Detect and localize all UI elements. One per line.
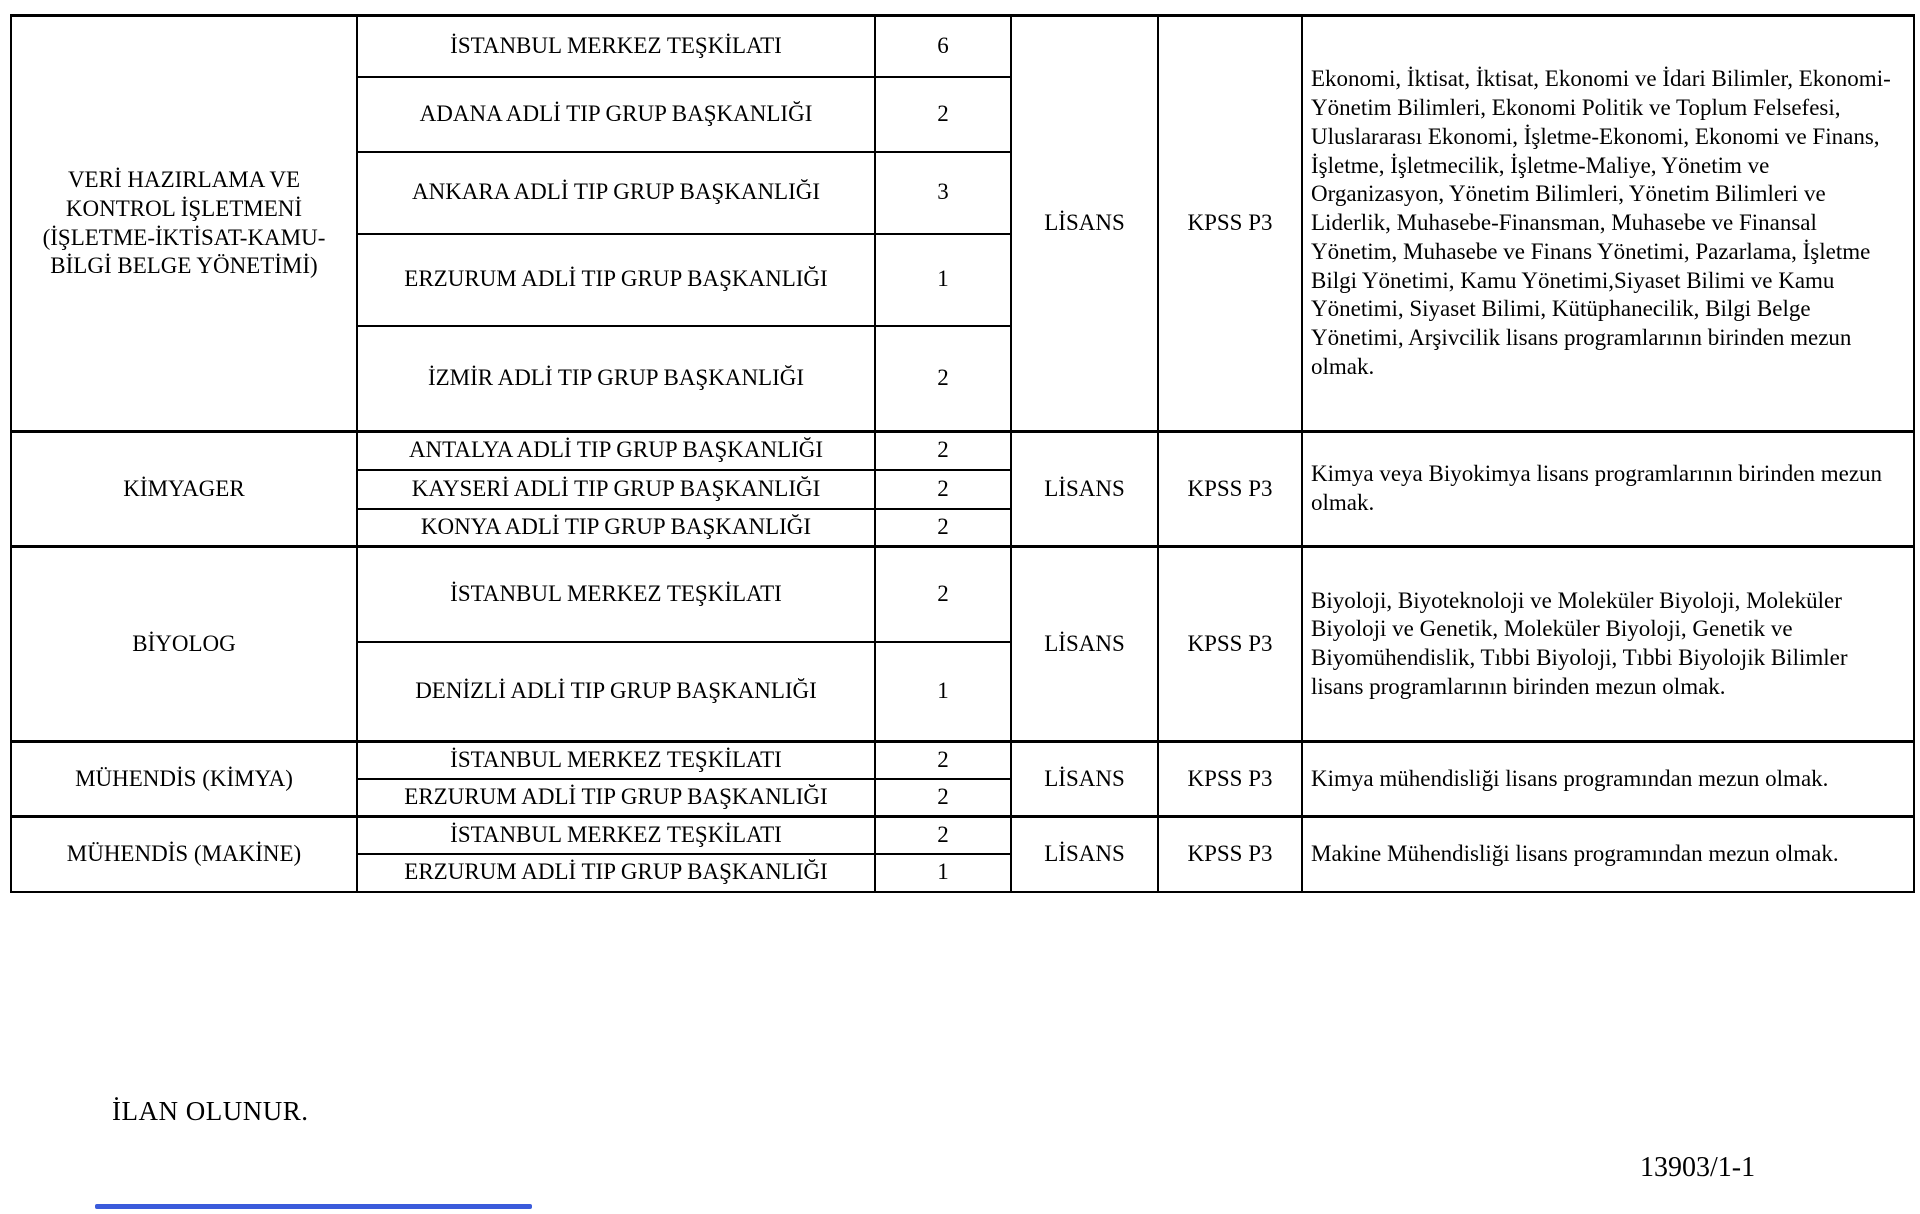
count-cell: 1 [875,854,1011,892]
education-cell: LİSANS [1011,16,1158,432]
count-cell: 2 [875,77,1011,152]
location-cell: İZMİR ADLİ TIP GRUP BAŞKANLIĞI [357,326,875,432]
requirement-cell: Kimya veya Biyokimya lisans programlarının birinden mezun olmak. [1302,432,1914,547]
location-cell: KAYSERİ ADLİ TIP GRUP BAŞKANLIĞI [357,470,875,509]
location-cell: ERZURUM ADLİ TIP GRUP BAŞKANLIĞI [357,234,875,326]
count-cell: 2 [875,509,1011,547]
exam-cell: KPSS P3 [1158,742,1302,817]
education-cell: LİSANS [1011,817,1158,892]
education-cell: LİSANS [1011,742,1158,817]
education-cell: LİSANS [1011,547,1158,742]
count-cell: 6 [875,16,1011,77]
count-cell: 2 [875,779,1011,817]
location-cell: ANTALYA ADLİ TIP GRUP BAŞKANLIĞI [357,432,875,470]
requirement-cell: Kimya mühendisliği lisans programından mezun olmak. [1302,742,1914,817]
location-cell: ANKARA ADLİ TIP GRUP BAŞKANLIĞI [357,152,875,234]
count-cell: 2 [875,470,1011,509]
location-cell: İSTANBUL MERKEZ TEŞKİLATI [357,817,875,854]
count-cell: 2 [875,432,1011,470]
requirement-cell: Ekonomi, İktisat, İktisat, Ekonomi ve İdari Bilimler, Ekonomi-Yönetim Bilimleri, Ekonomi Politik ve Toplum Felsefesi, Uluslararası Ekonomi, İşletme-Ekonomi, Ekonomi ve Finans, İşletme, İşletmecilik, İşletme-Maliye, Yönetim ve Organizasyon, Yönetim Bilimleri, Yönetim Bilimleri ve Liderlik, Muhasebe-Finansman, Muhasebe ve Finansal Yönetim, Muhasebe ve Finans Yönetimi, Pazarlama, İşletme Bilgi Yönetimi, Kamu Yönetimi,Siyaset Bilimi ve Kamu Yönetimi, Siyaset Bilimi, Kütüphanecilik, Bilgi Belge Yönetimi, Arşivcilik lisans programlarının birinden mezun olmak. [1302,16,1914,432]
count-cell: 2 [875,817,1011,854]
count-cell: 1 [875,642,1011,742]
position-cell: MÜHENDİS (KİMYA) [11,742,357,817]
count-cell: 2 [875,547,1011,642]
exam-cell: KPSS P3 [1158,16,1302,432]
position-cell: BİYOLOG [11,547,357,742]
location-cell: İSTANBUL MERKEZ TEŞKİLATI [357,547,875,642]
reference-number: 13903/1-1 [1640,1152,1756,1183]
job-announcement-table [10,14,1915,893]
announcement-table-body [11,16,1914,892]
table-row [11,817,1914,854]
location-cell: ERZURUM ADLİ TIP GRUP BAŞKANLIĞI [357,854,875,892]
table-row [11,16,1914,77]
location-cell: İSTANBUL MERKEZ TEŞKİLATI [357,16,875,77]
footer-note: İLAN OLUNUR. [112,1096,309,1126]
exam-cell: KPSS P3 [1158,547,1302,742]
count-cell: 2 [875,326,1011,432]
position-cell: VERİ HAZIRLAMA VE KONTROL İŞLETMENİ (İŞLETME-İKTİSAT-KAMU-BİLGİ BELGE YÖNETİMİ) [11,16,357,432]
exam-cell: KPSS P3 [1158,432,1302,547]
count-cell: 1 [875,234,1011,326]
count-cell: 2 [875,742,1011,779]
location-cell: DENİZLİ ADLİ TIP GRUP BAŞKANLIĞI [357,642,875,742]
location-cell: ADANA ADLİ TIP GRUP BAŞKANLIĞI [357,77,875,152]
location-cell: İSTANBUL MERKEZ TEŞKİLATI [357,742,875,779]
location-cell: ERZURUM ADLİ TIP GRUP BAŞKANLIĞI [357,779,875,817]
table-row [11,742,1914,779]
requirement-cell: Makine Mühendisliği lisans programından mezun olmak. [1302,817,1914,892]
position-cell: MÜHENDİS (MAKİNE) [11,817,357,892]
blue-underline-mark [95,1204,532,1209]
location-cell: KONYA ADLİ TIP GRUP BAŞKANLIĞI [357,509,875,547]
education-cell: LİSANS [1011,432,1158,547]
count-cell: 3 [875,152,1011,234]
position-cell: KİMYAGER [11,432,357,547]
exam-cell: KPSS P3 [1158,817,1302,892]
table-row [11,432,1914,470]
table-row [11,547,1914,642]
requirement-cell: Biyoloji, Biyoteknoloji ve Moleküler Biyoloji, Moleküler Biyoloji ve Genetik, Moleküler Biyoloji, Genetik ve Biyomühendislik, Tıbbi Biyoloji, Tıbbi Biyolojik Bilimler lisans programlarının birinden mezun olmak. [1302,547,1914,742]
